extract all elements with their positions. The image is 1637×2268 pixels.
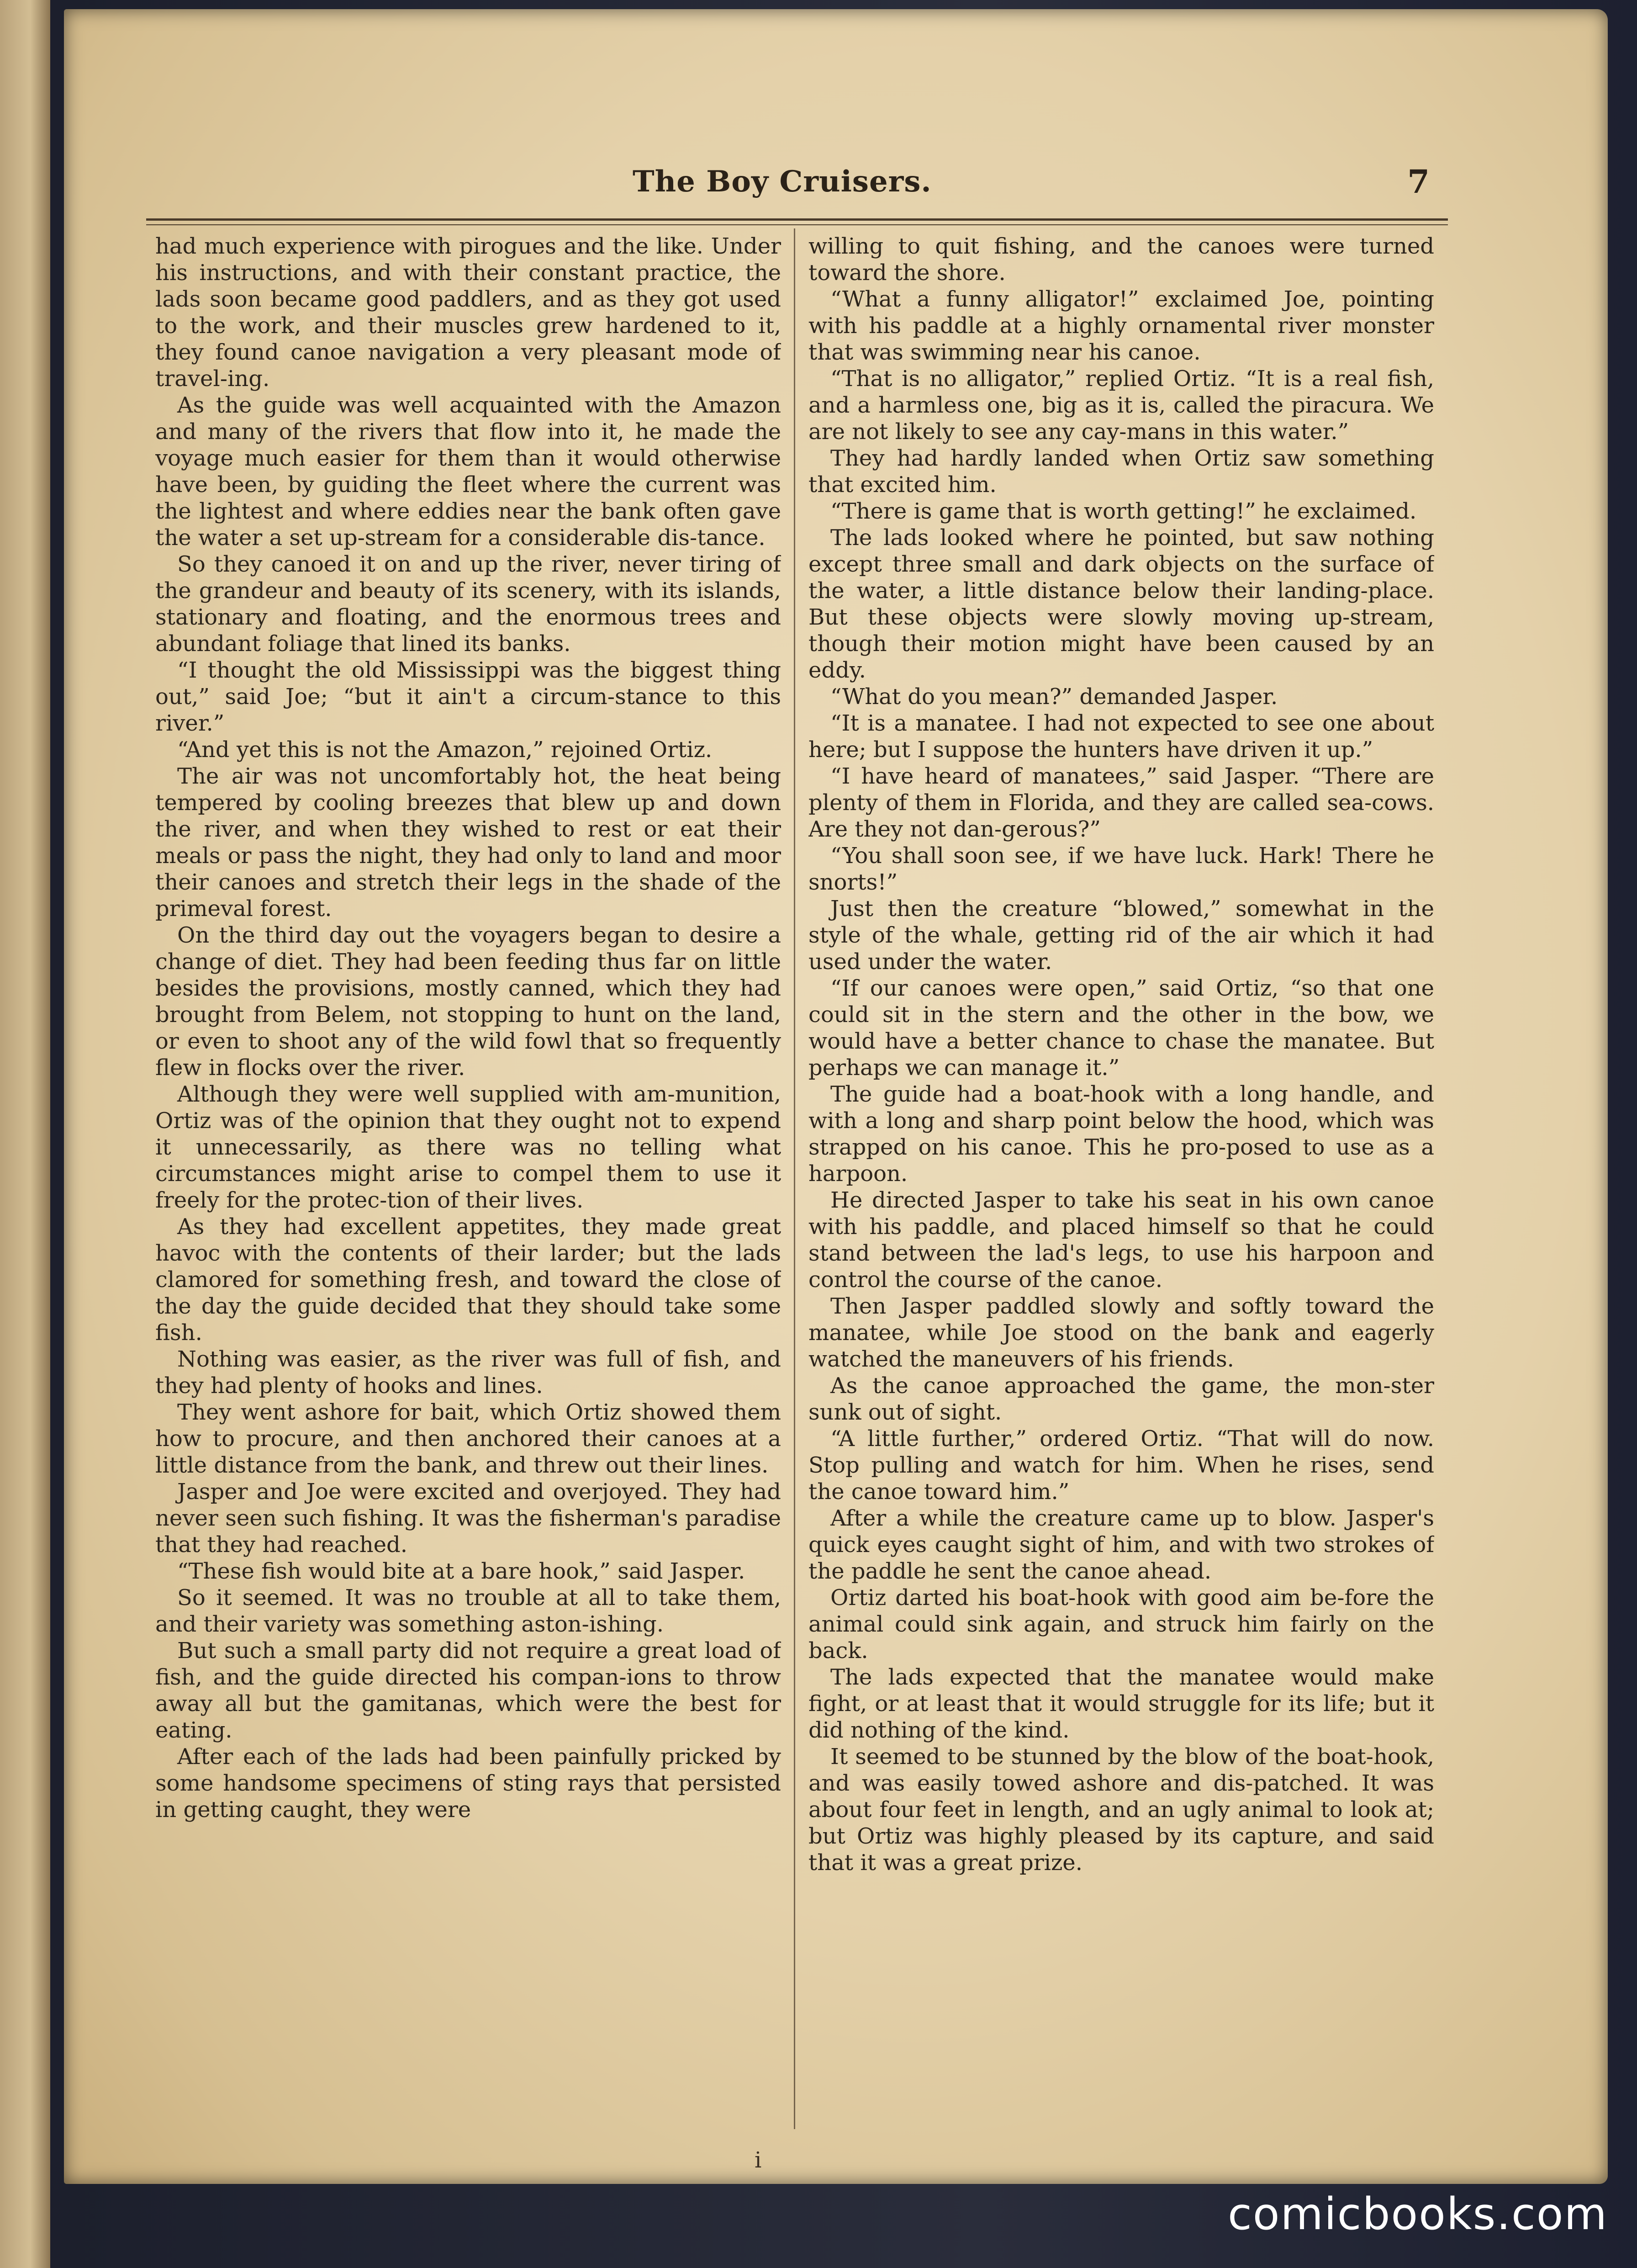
column-divider [794,228,795,2129]
paragraph: The lads expected that the manatee would make fight, or at least that it would struggle for its life; but it did nothing of the kind. [808,1664,1434,1743]
paragraph: “If our canoes were open,” said Ortiz, “so that one could sit in the stern and the other in the bow, we would have a better chance to chase the manatee. But perhaps we can manage it.” [808,975,1434,1081]
paragraph: “There is game that is worth getting!” he exclaimed. [830,498,1417,524]
paragraph: had much experience with pirogues and the like. Under his instructions, and with their constant practice, the lads soon became good paddlers, and as they got used to the work, and their muscles grew hardened to it, they found canoe navigation a very pleasant mode of travel-ing. [155,233,781,392]
paragraph: “I thought the old Mississippi was the biggest thing out,” said Joe; “but it ain't a circum-stance to this river.” [155,657,781,736]
paragraph: They went ashore for bait, which Ortiz showed them how to procure, and then anchored their canoes at a little distance from the bank, and threw out their lines. [155,1399,781,1478]
paragraph: As they had excellent appetites, they made great havoc with the contents of their larder; but the lads clamored for something fresh, and toward the close of the day the guide decided that they should take some fish. [155,1214,781,1346]
running-title: The Boy Cruisers. [633,164,932,199]
paragraph: Ortiz darted his boat-hook with good aim be-fore the animal could sink again, and struck him fairly on the back. [808,1585,1434,1664]
paragraph: “And yet this is not the Amazon,” rejoined Ortiz. [177,737,713,763]
paragraph: The lads looked where he pointed, but saw nothing except three small and dark objects on the surface of the water, a little distance below their landing-place. But these objects were slowly moving up-stream, though their motion might have been caused by an eddy. [808,525,1434,683]
paragraph: Jasper and Joe were excited and overjoyed. They had never seen such fishing. It was the fisherman's paradise that they had reached. [155,1479,781,1558]
paragraph: As the canoe approached the game, the mon-ster sunk out of sight. [808,1373,1434,1425]
right-column [808,233,1434,2129]
paragraph: They had hardly landed when Ortiz saw something that excited him. [808,445,1434,498]
paragraph: On the third day out the voyagers began to desire a change of diet. They had been feeding thus far on little besides the provisions, mostly canned, which they had brought from Belem, not stopping to hunt on the land, or even to shoot any of the wild fowl that so frequently flew in flocks over the river. [155,922,781,1081]
paragraph: “You shall soon see, if we have luck. Hark! There he snorts!” [808,843,1434,895]
paragraph: Nothing was easier, as the river was full of fish, and they had plenty of hooks and lines. [155,1346,781,1399]
site-watermark: comicbooks.com [1227,2189,1608,2240]
paragraph: willing to quit fishing, and the canoes were turned toward the shore. [808,233,1434,286]
paragraph: After each of the lads had been painfully pricked by some handsome specimens of sting rays that persisted in getting caught, they were [155,1744,781,1823]
paragraph: “A little further,” ordered Ortiz. “That will do now. Stop pulling and watch for him. When he rises, send the canoe toward him.” [808,1426,1434,1505]
running-header [146,160,1448,215]
paragraph: After a while the creature came up to blow. Jasper's quick eyes caught sight of him, and with two strokes of the paddle he sent the canoe ahead. [808,1505,1434,1584]
paragraph: “That is no alligator,” replied Ortiz. “It is a real fish, and a harmless one, big as it is, called the piracura. We are not likely to see any cay-mans in this water.” [808,366,1434,445]
paragraph: Although they were well supplied with am-munition, Ortiz was of the opinion that they ought not to expend it unnecessarily, as there was no telling what circumstances might arise to compel them to use it freely for the protec-tion of their lives. [155,1081,781,1213]
paragraph: But such a small party did not require a great load of fish, and the guide directed his compan-ions to throw away all but the gamitanas, which were the best for eating. [155,1638,781,1743]
folio-mark: i [755,2147,762,2173]
paragraph: As the guide was well acquainted with the Amazon and many of the rivers that flow into it, he made the voyage much easier for them than it would otherwise have been, by guiding the fleet where the current was the lightest and where eddies near the bank often gave the water a set up-stream for a considerable dis-tance. [155,392,781,551]
paragraph: So it seemed. It was no trouble at all to take them, and their variety was something aston-ishing. [155,1585,781,1637]
paragraph: He directed Jasper to take his seat in his own canoe with his paddle, and placed himself so that he could stand between the lad's legs, to use his harpoon and control the course of the canoe. [808,1187,1434,1293]
paragraph: “It is a manatee. I had not expected to see one about here; but I suppose the hunters have driven it up.” [808,710,1434,763]
paragraph: The air was not uncomfortably hot, the heat being tempered by cooling breezes that blew up and down the river, and when they wished to rest or eat their meals or pass the night, they had only to land and moor their canoes and stretch their legs in the shade of the primeval forest. [155,763,781,922]
header-rule [146,218,1448,225]
left-column [155,233,781,2129]
paragraph: Then Jasper paddled slowly and softly toward the manatee, while Joe stood on the bank and eagerly watched the maneuvers of his friends. [808,1293,1434,1372]
paragraph: It seemed to be stunned by the blow of the boat-hook, and was easily towed ashore and dis-patched. It was about four feet in length, and an ugly animal to look at; but Ortiz was highly pleased by its capture, and said that it was a great prize. [808,1744,1434,1876]
previous-page-edge [0,0,50,2268]
paragraph: The guide had a boat-hook with a long handle, and with a long and sharp point below the hood, which was strapped on his canoe. This he pro-posed to use as a harpoon. [808,1081,1434,1187]
page-number: 7 [1407,163,1430,201]
paragraph: “I have heard of manatees,” said Jasper. “There are plenty of them in Florida, and they are called sea-cows. Are they not dan-gerous?” [808,763,1434,842]
paragraph: “What a funny alligator!” exclaimed Joe, pointing with his paddle at a highly ornamental river monster that was swimming near his canoe. [808,286,1434,365]
paragraph: So they canoed it on and up the river, never tiring of the grandeur and beauty of its scenery, with its islands, stationary and floating, and the enormous trees and abundant foliage that lined its banks. [155,551,781,657]
paragraph: “These fish would bite at a bare hook,” said Jasper. [177,1558,745,1584]
paragraph: “What do you mean?” demanded Jasper. [830,684,1278,710]
paragraph: Just then the creature “blowed,” somewhat in the style of the whale, getting rid of the air which it had used under the water. [808,896,1434,975]
